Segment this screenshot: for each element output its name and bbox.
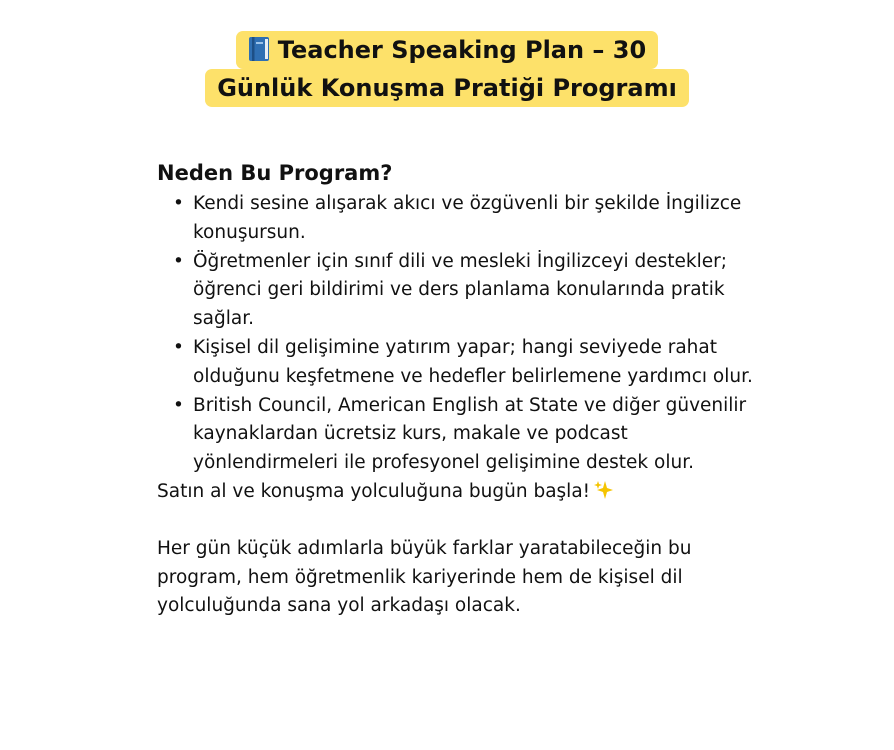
- bullet-marker: •: [173, 193, 184, 214]
- book-icon: [248, 36, 270, 62]
- section-heading: Neden Bu Program?: [157, 161, 393, 185]
- list-item-text: Kendi sesine alışarak akıcı ve özgüvenli bir şekilde İngilizce konuşursun.: [193, 193, 742, 243]
- bullet-marker: •: [173, 250, 184, 272]
- reasons-list: [157, 190, 757, 478]
- main-content: [157, 158, 757, 621]
- list-item: [157, 190, 757, 248]
- list-item: [157, 248, 757, 334]
- title-text-line-1: Teacher Speaking Plan – 30: [277, 36, 647, 64]
- title-text-line-2: Günlük Konuşma Pratiği Programı: [217, 74, 677, 102]
- bullet-marker: •: [173, 336, 184, 358]
- bullet-marker: •: [173, 394, 184, 416]
- list-item-text: Kişisel dil gelişimine yatırım yapar; hangi seviyede rahat olduğunu keşfetmene ve hedefler belirlemene yardımcı olur.: [193, 336, 753, 387]
- list-item: [157, 392, 757, 478]
- title-line-1: [236, 31, 658, 69]
- list-item: [157, 334, 757, 392]
- list-item-text: Öğretmenler için sınıf dili ve mesleki İngilizceyi destekler; öğrenci geri bildirimi ve ders planlama konularında pratik sağlar.: [193, 250, 727, 330]
- cta-text: Satın al ve konuşma yolculuğuna bugün başla!: [157, 480, 591, 502]
- title-line-2: [205, 69, 689, 107]
- sparkle-icon: [594, 480, 614, 500]
- page-title: [0, 31, 894, 107]
- list-item-text: British Council, American English at State ve diğer güvenilir kaynaklardan ücretsiz kurs, makale ve podcast yönlendirmeleri ile profesyonel gelişimine destek olur.: [193, 394, 747, 474]
- call-to-action: [157, 478, 757, 507]
- closing-paragraph: Her gün küçük adımlarla büyük farklar yaratabileceğin bu program, hem öğretmenlik kariyerinde hem de kişisel dil yolculuğunda sana yol arkadaşı olacak.: [157, 537, 692, 617]
